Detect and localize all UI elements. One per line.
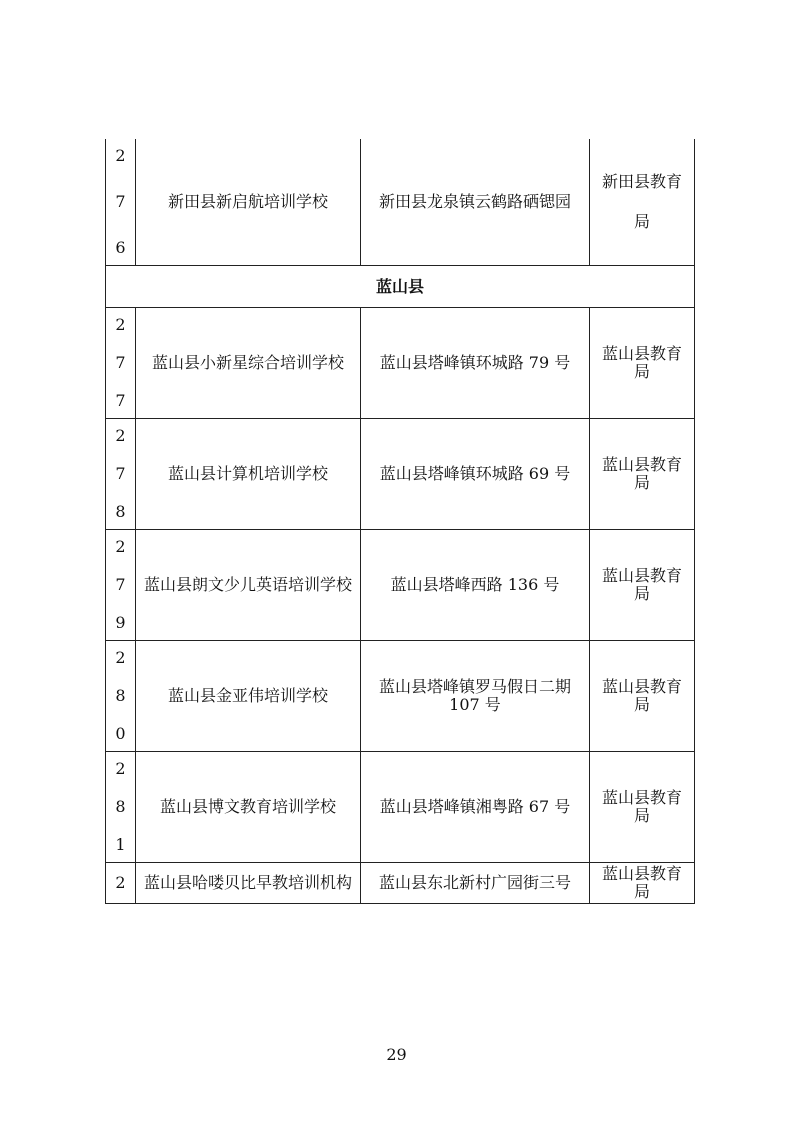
row-number-digit: 7 bbox=[115, 391, 126, 410]
school-name-cell bbox=[136, 752, 361, 863]
row-number-digit: 2 bbox=[115, 146, 126, 165]
row-number-digit: 7 bbox=[115, 575, 126, 594]
address-cell bbox=[361, 308, 590, 419]
authority: 蓝山县教育局 bbox=[601, 864, 682, 901]
row-number-digit: 8 bbox=[115, 797, 126, 816]
address: 新田县龙泉镇云鹤路硒锶园 bbox=[378, 192, 571, 211]
row-number-digit: 7 bbox=[115, 464, 126, 483]
school-name: 蓝山县金亚伟培训学校 bbox=[167, 686, 328, 705]
row-number-digit: 8 bbox=[115, 686, 126, 705]
row-number-digit: 7 bbox=[115, 353, 126, 372]
address-cell bbox=[361, 530, 590, 641]
authority: 蓝山县教育局 bbox=[601, 566, 682, 603]
address: 蓝山县塔峰镇环城路 79 号 bbox=[379, 353, 571, 372]
address-cell bbox=[361, 419, 590, 530]
authority-cell bbox=[590, 863, 695, 904]
school-name: 蓝山县小新星综合培训学校 bbox=[151, 353, 344, 372]
address: 蓝山县塔峰镇湘粤路 67 号 bbox=[379, 797, 571, 816]
row-number-cell bbox=[106, 308, 136, 419]
school-name: 蓝山县计算机培训学校 bbox=[167, 464, 328, 483]
address-cell bbox=[361, 863, 590, 904]
section-row bbox=[106, 266, 695, 308]
row-number-digit: 7 bbox=[115, 192, 126, 211]
address: 蓝山县东北新村广园街三号 bbox=[378, 873, 571, 892]
school-name-cell bbox=[136, 139, 361, 266]
row-number-cell bbox=[106, 139, 136, 266]
school-name-cell bbox=[136, 530, 361, 641]
address: 蓝山县塔峰镇罗马假日二期 107 号 bbox=[378, 677, 571, 714]
row-number-digit: 1 bbox=[115, 835, 126, 854]
address: 蓝山县塔峰西路 136 号 bbox=[390, 575, 560, 594]
row-number-digit: 2 bbox=[115, 648, 126, 667]
authority: 蓝山县教育局 bbox=[601, 788, 682, 825]
authority-cell bbox=[590, 530, 695, 641]
row-number-digit: 2 bbox=[115, 315, 126, 334]
authority-cell bbox=[590, 139, 695, 266]
school-name-cell bbox=[136, 641, 361, 752]
table-row bbox=[106, 863, 695, 904]
address-cell bbox=[361, 752, 590, 863]
table-row bbox=[106, 139, 695, 266]
table-row bbox=[106, 530, 695, 641]
authority: 新田县教育局 bbox=[601, 172, 682, 231]
row-number-digit: 9 bbox=[115, 613, 126, 632]
school-name: 新田县新启航培训学校 bbox=[167, 192, 328, 211]
institution-table bbox=[105, 139, 695, 904]
authority-cell bbox=[590, 308, 695, 419]
school-name: 蓝山县哈喽贝比早教培训机构 bbox=[143, 873, 352, 892]
table-row bbox=[106, 308, 695, 419]
page-number: 29 bbox=[386, 1045, 407, 1064]
row-number-cell bbox=[106, 530, 136, 641]
row-number-digit: 2 bbox=[115, 759, 126, 778]
table-row bbox=[106, 419, 695, 530]
table-row bbox=[106, 752, 695, 863]
section-header: 蓝山县 bbox=[106, 266, 695, 308]
address-cell bbox=[361, 641, 590, 752]
row-number-cell bbox=[106, 863, 136, 904]
school-name: 蓝山县博文教育培训学校 bbox=[159, 797, 336, 816]
authority-cell bbox=[590, 641, 695, 752]
authority-cell bbox=[590, 752, 695, 863]
school-name-cell bbox=[136, 308, 361, 419]
school-name-cell bbox=[136, 863, 361, 904]
row-number-cell bbox=[106, 641, 136, 752]
row-number-digit: 2 bbox=[115, 873, 126, 892]
row-number-digit: 2 bbox=[115, 426, 126, 445]
row-number-digit: 8 bbox=[115, 502, 126, 521]
school-name: 蓝山县朗文少儿英语培训学校 bbox=[143, 575, 352, 594]
authority-cell bbox=[590, 419, 695, 530]
row-number-digit: 2 bbox=[115, 537, 126, 556]
row-number-cell bbox=[106, 752, 136, 863]
school-name-cell bbox=[136, 419, 361, 530]
table-row bbox=[106, 641, 695, 752]
address: 蓝山县塔峰镇环城路 69 号 bbox=[379, 464, 571, 483]
address-cell bbox=[361, 139, 590, 266]
authority: 蓝山县教育局 bbox=[601, 677, 682, 714]
row-number-digit: 0 bbox=[115, 724, 126, 743]
authority: 蓝山县教育局 bbox=[601, 455, 682, 492]
row-number-digit: 6 bbox=[115, 238, 126, 257]
authority: 蓝山县教育局 bbox=[601, 344, 682, 381]
row-number-cell bbox=[106, 419, 136, 530]
